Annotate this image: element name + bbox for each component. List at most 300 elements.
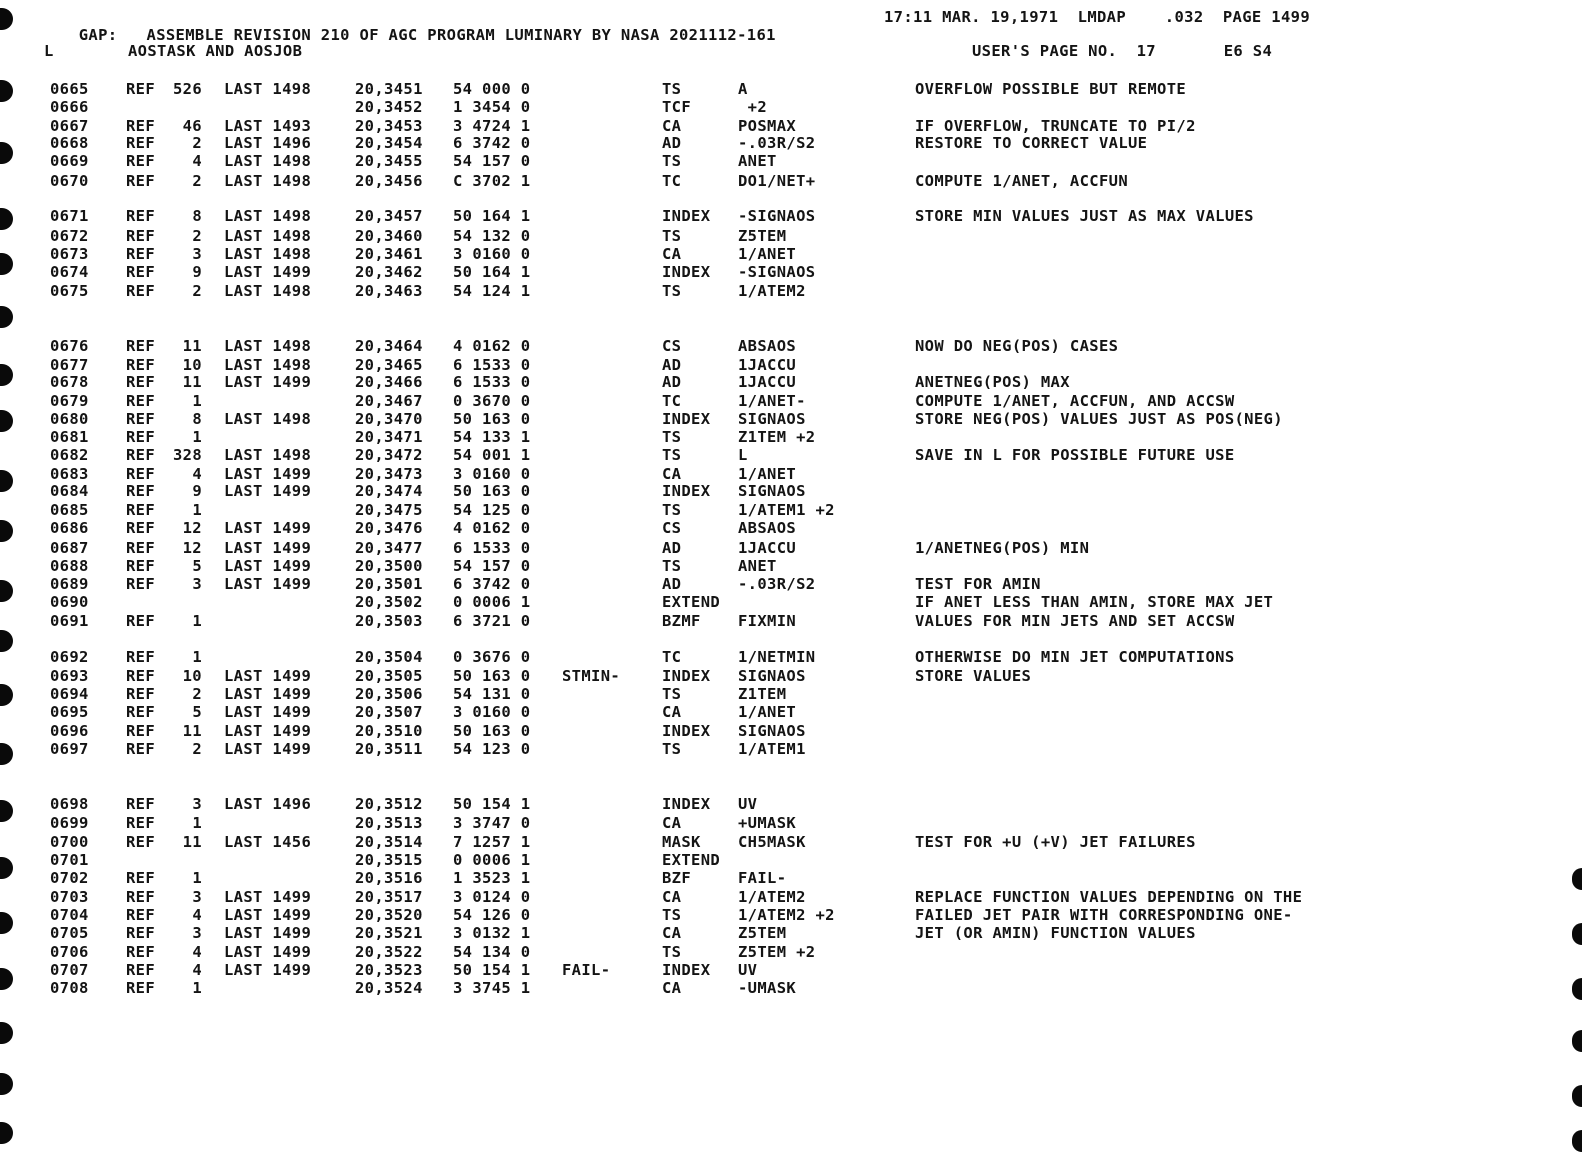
operand: ANET: [738, 152, 777, 170]
ref-keyword: REF: [126, 263, 156, 281]
last-page: LAST 1498: [224, 227, 312, 245]
comment: 1/ANETNEG(POS) MIN: [915, 539, 1090, 557]
last-page: LAST 1498: [224, 207, 312, 225]
octal-code: 0 0006 1: [453, 851, 531, 869]
line-number: 0665: [50, 80, 89, 98]
opcode: INDEX: [662, 722, 711, 740]
memory-location: 20,3453: [355, 117, 423, 135]
opcode: CS: [662, 337, 682, 355]
line-number: 0668: [50, 134, 89, 152]
opcode: TCF: [662, 98, 692, 116]
memory-location: 20,3505: [355, 667, 423, 685]
ref-keyword: REF: [126, 373, 156, 391]
line-number: 0675: [50, 282, 89, 300]
opcode: INDEX: [662, 482, 711, 500]
listing-row: [0, 703, 1582, 721]
memory-location: 20,3522: [355, 943, 423, 961]
comment: NOW DO NEG(POS) CASES: [915, 337, 1119, 355]
listing-row: [0, 134, 1582, 152]
ref-count: 11: [182, 337, 202, 355]
memory-location: 20,3507: [355, 703, 423, 721]
comment: TEST FOR AMIN: [915, 575, 1041, 593]
operand: SIGNAOS: [738, 722, 806, 740]
last-page: LAST 1499: [224, 888, 312, 906]
comment: ANETNEG(POS) MAX: [915, 373, 1070, 391]
last-page: LAST 1499: [224, 685, 312, 703]
last-page: LAST 1499: [224, 575, 312, 593]
octal-code: 3 0160 0: [453, 245, 531, 263]
listing-row: [0, 557, 1582, 575]
ref-count: 5: [192, 703, 202, 721]
header-user-page: USER'S PAGE NO. 17 E6 S4: [972, 42, 1273, 60]
comment: VALUES FOR MIN JETS AND SET ACCSW: [915, 612, 1235, 630]
feed-hole-icon: [0, 1073, 13, 1095]
line-number: 0684: [50, 482, 89, 500]
last-page: LAST 1499: [224, 557, 312, 575]
listing-row: [0, 282, 1582, 300]
operand: 1/ATEM2 +2: [738, 906, 835, 924]
opcode: INDEX: [662, 207, 711, 225]
opcode: EXTEND: [662, 593, 721, 611]
listing-row: [0, 814, 1582, 832]
octal-code: 54 131 0: [453, 685, 531, 703]
last-page: LAST 1496: [224, 795, 312, 813]
ref-count: 9: [192, 263, 202, 281]
ref-keyword: REF: [126, 703, 156, 721]
line-number: 0683: [50, 465, 89, 483]
ref-count: 2: [192, 134, 202, 152]
comment: OVERFLOW POSSIBLE BUT REMOTE: [915, 80, 1187, 98]
header-date-page: 17:11 MAR. 19,1971 LMDAP .032 PAGE 1499: [884, 8, 1310, 26]
ref-count: 4: [192, 152, 202, 170]
ref-count: 3: [192, 795, 202, 813]
comment: JET (OR AMIN) FUNCTION VALUES: [915, 924, 1196, 942]
ref-count: 5: [192, 557, 202, 575]
feed-hole-icon: [1572, 1030, 1582, 1052]
opcode: TS: [662, 428, 682, 446]
octal-code: 54 133 1: [453, 428, 531, 446]
ref-keyword: REF: [126, 392, 156, 410]
listing-row: [0, 446, 1582, 464]
ref-count: 11: [182, 722, 202, 740]
opcode: CS: [662, 519, 682, 537]
opcode: CA: [662, 814, 682, 832]
last-page: LAST 1498: [224, 80, 312, 98]
ref-count: 9: [192, 482, 202, 500]
last-page: LAST 1498: [224, 446, 312, 464]
ref-count: 3: [192, 888, 202, 906]
last-page: LAST 1499: [224, 539, 312, 557]
ref-count: 11: [182, 373, 202, 391]
operand: -.03R/S2: [738, 575, 816, 593]
octal-code: 4 0162 0: [453, 337, 531, 355]
opcode: TS: [662, 80, 682, 98]
operand: FAIL-: [738, 869, 787, 887]
operand: +UMASK: [738, 814, 797, 832]
last-page: LAST 1498: [224, 337, 312, 355]
opcode: TS: [662, 282, 682, 300]
listing-row: [0, 482, 1582, 500]
listing-row: [0, 667, 1582, 685]
memory-location: 20,3521: [355, 924, 423, 942]
ref-keyword: REF: [126, 979, 156, 997]
opcode: TS: [662, 227, 682, 245]
ref-keyword: REF: [126, 924, 156, 942]
ref-count: 328: [172, 446, 202, 464]
operand: SIGNAOS: [738, 667, 806, 685]
ref-keyword: REF: [126, 539, 156, 557]
ref-keyword: REF: [126, 172, 156, 190]
line-number: 0669: [50, 152, 89, 170]
memory-location: 20,3523: [355, 961, 423, 979]
memory-location: 20,3455: [355, 152, 423, 170]
ref-keyword: REF: [126, 575, 156, 593]
opcode: TC: [662, 172, 682, 190]
opcode: TC: [662, 648, 682, 666]
listing-row: [0, 501, 1582, 519]
octal-code: 54 125 0: [453, 501, 531, 519]
ref-count: 46: [182, 117, 202, 135]
line-number: 0687: [50, 539, 89, 557]
memory-location: 20,3474: [355, 482, 423, 500]
last-page: LAST 1499: [224, 263, 312, 281]
memory-location: 20,3451: [355, 80, 423, 98]
ref-keyword: REF: [126, 814, 156, 832]
listing-row: [0, 943, 1582, 961]
operand: 1/ANET: [738, 245, 797, 263]
octal-code: 6 3742 0: [453, 134, 531, 152]
listing-row: [0, 851, 1582, 869]
opcode: CA: [662, 703, 682, 721]
ref-keyword: REF: [126, 795, 156, 813]
opcode: EXTEND: [662, 851, 721, 869]
operand: +2: [738, 98, 768, 116]
comment: COMPUTE 1/ANET, ACCFUN: [915, 172, 1128, 190]
octal-code: 3 0160 0: [453, 703, 531, 721]
memory-location: 20,3515: [355, 851, 423, 869]
ref-keyword: REF: [126, 722, 156, 740]
ref-keyword: REF: [126, 648, 156, 666]
listing-row: [0, 392, 1582, 410]
opcode: INDEX: [662, 263, 711, 281]
operand: Z5TEM: [738, 924, 787, 942]
octal-code: 54 157 0: [453, 557, 531, 575]
ref-count: 8: [192, 207, 202, 225]
octal-code: 54 132 0: [453, 227, 531, 245]
last-page: LAST 1499: [224, 924, 312, 942]
line-number: 0699: [50, 814, 89, 832]
last-page: LAST 1498: [224, 152, 312, 170]
opcode: AD: [662, 539, 682, 557]
listing-row: [0, 575, 1582, 593]
line-number: 0676: [50, 337, 89, 355]
octal-code: 54 123 0: [453, 740, 531, 758]
ref-count: 8: [192, 410, 202, 428]
listing-row: [0, 410, 1582, 428]
memory-location: 20,3524: [355, 979, 423, 997]
comment: FAILED JET PAIR WITH CORRESPONDING ONE-: [915, 906, 1293, 924]
octal-code: 54 124 1: [453, 282, 531, 300]
ref-keyword: REF: [126, 519, 156, 537]
octal-code: 3 3747 0: [453, 814, 531, 832]
memory-location: 20,3463: [355, 282, 423, 300]
last-page: LAST 1499: [224, 373, 312, 391]
ref-keyword: REF: [126, 428, 156, 446]
memory-location: 20,3452: [355, 98, 423, 116]
opcode: CA: [662, 979, 682, 997]
operand: UV: [738, 961, 758, 979]
memory-location: 20,3504: [355, 648, 423, 666]
listing-row: [0, 207, 1582, 225]
last-page: LAST 1456: [224, 833, 312, 851]
line-number: 0681: [50, 428, 89, 446]
feed-hole-icon: [0, 8, 13, 30]
opcode: CA: [662, 245, 682, 263]
listing-row: [0, 245, 1582, 263]
listing-row: [0, 337, 1582, 355]
ref-keyword: REF: [126, 667, 156, 685]
operand: FIXMIN: [738, 612, 797, 630]
comment: IF ANET LESS THAN AMIN, STORE MAX JET: [915, 593, 1274, 611]
ref-keyword: REF: [126, 410, 156, 428]
octal-code: 50 163 0: [453, 667, 531, 685]
feed-hole-icon: [0, 1022, 13, 1044]
memory-location: 20,3503: [355, 612, 423, 630]
operand: SIGNAOS: [738, 482, 806, 500]
opcode: BZF: [662, 869, 692, 887]
ref-count: 10: [182, 356, 202, 374]
opcode: TS: [662, 740, 682, 758]
last-page: LAST 1498: [224, 410, 312, 428]
header-section-title: AOSTASK AND AOSJOB: [128, 42, 303, 60]
comment: TEST FOR +U (+V) JET FAILURES: [915, 833, 1196, 851]
opcode: TS: [662, 685, 682, 703]
ref-keyword: REF: [126, 740, 156, 758]
last-page: LAST 1498: [224, 356, 312, 374]
line-number: 0671: [50, 207, 89, 225]
operand: 1/ANET-: [738, 392, 806, 410]
memory-location: 20,3470: [355, 410, 423, 428]
octal-code: 6 3721 0: [453, 612, 531, 630]
octal-code: 50 164 1: [453, 207, 531, 225]
operand: L: [738, 446, 748, 464]
line-number: 0692: [50, 648, 89, 666]
operand: ANET: [738, 557, 777, 575]
operand: 1JACCU: [738, 356, 797, 374]
memory-location: 20,3471: [355, 428, 423, 446]
ref-keyword: REF: [126, 80, 156, 98]
opcode: AD: [662, 373, 682, 391]
line-number: 0708: [50, 979, 89, 997]
opcode: TS: [662, 943, 682, 961]
line-number: 0679: [50, 392, 89, 410]
opcode: TS: [662, 557, 682, 575]
operand: 1/ANET: [738, 465, 797, 483]
listing-row: [0, 152, 1582, 170]
operand: 1/ATEM2: [738, 888, 806, 906]
line-number: 0677: [50, 356, 89, 374]
line-number: 0685: [50, 501, 89, 519]
ref-count: 1: [192, 612, 202, 630]
operand: 1JACCU: [738, 539, 797, 557]
listing-row: [0, 98, 1582, 116]
statement-label: FAIL-: [562, 961, 611, 979]
memory-location: 20,3510: [355, 722, 423, 740]
line-number: 0707: [50, 961, 89, 979]
ref-keyword: REF: [126, 685, 156, 703]
comment: RESTORE TO CORRECT VALUE: [915, 134, 1148, 152]
ref-count: 2: [192, 740, 202, 758]
last-page: LAST 1499: [224, 943, 312, 961]
line-number: 0686: [50, 519, 89, 537]
memory-location: 20,3467: [355, 392, 423, 410]
last-page: LAST 1499: [224, 961, 312, 979]
line-number: 0670: [50, 172, 89, 190]
octal-code: 1 3523 1: [453, 869, 531, 887]
listing-row: [0, 888, 1582, 906]
ref-keyword: REF: [126, 833, 156, 851]
octal-code: C 3702 1: [453, 172, 531, 190]
listing-row: [0, 373, 1582, 391]
memory-location: 20,3513: [355, 814, 423, 832]
memory-location: 20,3476: [355, 519, 423, 537]
line-number: 0706: [50, 943, 89, 961]
opcode: TS: [662, 906, 682, 924]
comment: OTHERWISE DO MIN JET COMPUTATIONS: [915, 648, 1235, 666]
ref-keyword: REF: [126, 906, 156, 924]
opcode: MASK: [662, 833, 701, 851]
line-number: 0678: [50, 373, 89, 391]
listing-row: [0, 869, 1582, 887]
line-number: 0698: [50, 795, 89, 813]
memory-location: 20,3520: [355, 906, 423, 924]
statement-label: STMIN-: [562, 667, 621, 685]
octal-code: 1 3454 0: [453, 98, 531, 116]
ref-keyword: REF: [126, 134, 156, 152]
listing-row: [0, 172, 1582, 190]
listing-row: [0, 979, 1582, 997]
memory-location: 20,3475: [355, 501, 423, 519]
ref-count: 2: [192, 227, 202, 245]
ref-count: 1: [192, 428, 202, 446]
ref-keyword: REF: [126, 465, 156, 483]
operand: ABSAOS: [738, 337, 797, 355]
last-page: LAST 1499: [224, 703, 312, 721]
memory-location: 20,3465: [355, 356, 423, 374]
octal-code: 50 163 0: [453, 410, 531, 428]
last-page: LAST 1493: [224, 117, 312, 135]
last-page: LAST 1499: [224, 519, 312, 537]
octal-code: 3 0132 1: [453, 924, 531, 942]
ref-keyword: REF: [126, 943, 156, 961]
octal-code: 7 1257 1: [453, 833, 531, 851]
ref-count: 4: [192, 943, 202, 961]
operand: SIGNAOS: [738, 410, 806, 428]
ref-keyword: REF: [126, 152, 156, 170]
last-page: LAST 1499: [224, 667, 312, 685]
octal-code: 54 134 0: [453, 943, 531, 961]
line-number: 0696: [50, 722, 89, 740]
ref-keyword: REF: [126, 356, 156, 374]
listing-row: [0, 906, 1582, 924]
listing-row: [0, 428, 1582, 446]
last-page: LAST 1499: [224, 465, 312, 483]
octal-code: 50 154 1: [453, 795, 531, 813]
octal-code: 6 3742 0: [453, 575, 531, 593]
memory-location: 20,3456: [355, 172, 423, 190]
memory-location: 20,3511: [355, 740, 423, 758]
listing-row: [0, 722, 1582, 740]
comment: STORE VALUES: [915, 667, 1032, 685]
line-number: 0705: [50, 924, 89, 942]
ref-count: 11: [182, 833, 202, 851]
comment: REPLACE FUNCTION VALUES DEPENDING ON THE: [915, 888, 1303, 906]
ref-count: 4: [192, 465, 202, 483]
octal-code: 6 1533 0: [453, 356, 531, 374]
memory-location: 20,3517: [355, 888, 423, 906]
operand: 1/NETMIN: [738, 648, 816, 666]
operand: DO1/NET+: [738, 172, 816, 190]
opcode: TS: [662, 501, 682, 519]
line-number: 0673: [50, 245, 89, 263]
operand: -UMASK: [738, 979, 797, 997]
line-number: 0691: [50, 612, 89, 630]
last-page: LAST 1496: [224, 134, 312, 152]
line-number: 0682: [50, 446, 89, 464]
memory-location: 20,3473: [355, 465, 423, 483]
octal-code: 0 0006 1: [453, 593, 531, 611]
comment: COMPUTE 1/ANET, ACCFUN, AND ACCSW: [915, 392, 1235, 410]
listing-row: [0, 612, 1582, 630]
line-number: 0672: [50, 227, 89, 245]
feed-hole-icon: [1572, 1085, 1582, 1107]
opcode: BZMF: [662, 612, 701, 630]
octal-code: 50 164 1: [453, 263, 531, 281]
ref-keyword: REF: [126, 337, 156, 355]
memory-location: 20,3512: [355, 795, 423, 813]
octal-code: 50 163 0: [453, 722, 531, 740]
comment: STORE NEG(POS) VALUES JUST AS POS(NEG): [915, 410, 1283, 428]
listing-row: [0, 648, 1582, 666]
listing-row: [0, 227, 1582, 245]
listing-row: [0, 117, 1582, 135]
octal-code: 50 163 0: [453, 482, 531, 500]
comment: IF OVERFLOW, TRUNCATE TO PI/2: [915, 117, 1196, 135]
opcode: CA: [662, 117, 682, 135]
operand: 1JACCU: [738, 373, 797, 391]
ref-count: 2: [192, 282, 202, 300]
listing-row: [0, 539, 1582, 557]
opcode: TS: [662, 152, 682, 170]
listing-row: [0, 795, 1582, 813]
operand: 1/ATEM2: [738, 282, 806, 300]
ref-count: 2: [192, 685, 202, 703]
octal-code: 54 126 0: [453, 906, 531, 924]
last-page: LAST 1499: [224, 482, 312, 500]
line-number: 0704: [50, 906, 89, 924]
operand: 1/ATEM1 +2: [738, 501, 835, 519]
line-number: 0693: [50, 667, 89, 685]
last-page: LAST 1499: [224, 906, 312, 924]
operand: Z5TEM +2: [738, 943, 816, 961]
ref-count: 2: [192, 172, 202, 190]
opcode: CA: [662, 924, 682, 942]
feed-hole-icon: [0, 306, 13, 328]
ref-count: 526: [172, 80, 202, 98]
comment: STORE MIN VALUES JUST AS MAX VALUES: [915, 207, 1254, 225]
opcode: AD: [662, 575, 682, 593]
octal-code: 3 4724 1: [453, 117, 531, 135]
